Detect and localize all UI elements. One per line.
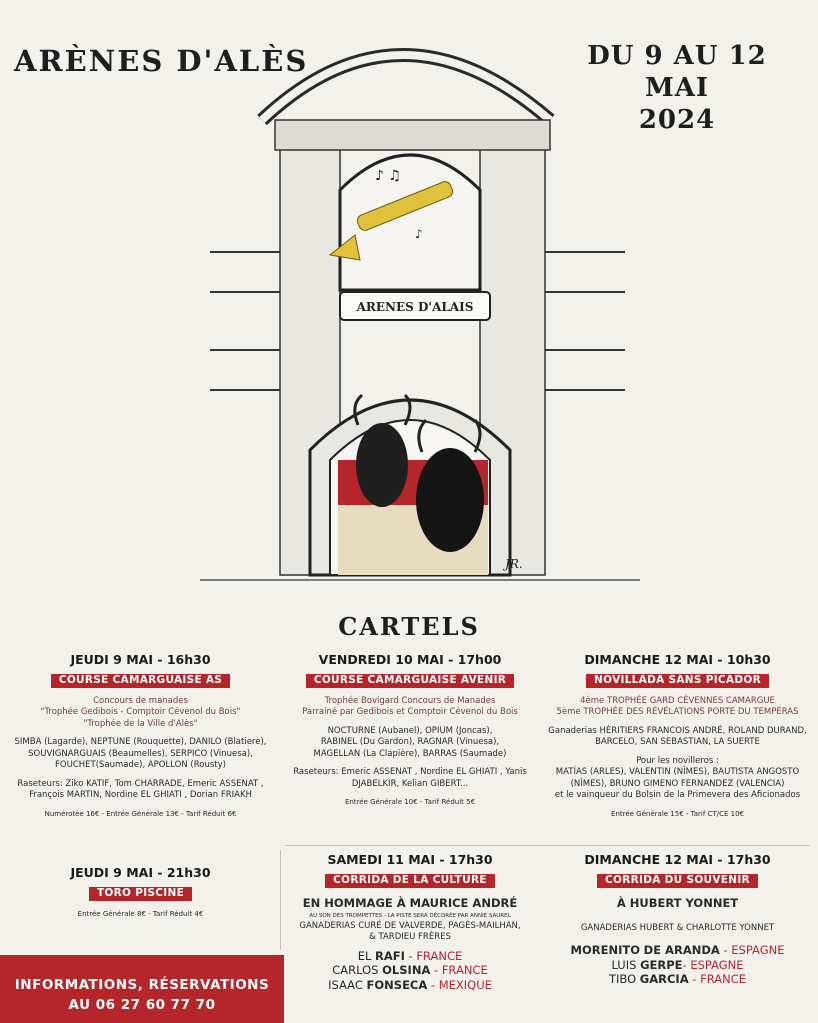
event-dimanche-novillada [545,652,810,820]
event-jeudi-toro-piscine [8,865,273,920]
arena-sign-text: ARENES D'ALAIS [356,300,474,314]
event-date: VENDREDI 10 MAI - 17h00 [318,652,502,667]
dates-line-1: DU 9 AU 12 MAI [587,41,767,103]
event-subtitle: "Trophée de la Ville d'Alès" [83,718,198,729]
event-subtitle: 4ème TROPHÉE GARD CÉVENNES CAMARGUE [580,695,775,706]
event-badge: COURSE CAMARGUAISE AVENIR [306,674,514,688]
raseteurs-line: Raseteurs: Ziko KATIF, Tom CHARRADE, Emeric ASSENAT , [17,778,264,789]
raseteurs-line: DJABELKIR, Kelian GIBERT... [351,778,469,789]
bulls-line: SOUVIGNARGUAIS (Beaumelles), SERPICO (Vinuesa), [28,748,253,759]
torero-line: TIBO GARCIA - FRANCE [608,972,746,986]
info-phone[interactable]: AU 06 27 60 77 70 [68,997,216,1013]
event-badge: CORRIDA DE LA CULTURE [325,874,495,888]
event-prices: Entrée Générale 8€ - Tarif Réduit 4€ [77,909,204,918]
torero-line: MORENITO DE ARANDA - ESPAGNE [570,943,785,957]
event-prices: Entrée Générale 10€ - Tarif Réduit 5€ [344,798,476,806]
ganaderias-line: BARCELO, SAN SEBASTIAN, LA SUERTE [595,737,760,747]
torero-line: CARLOS OLSINA - FRANCE [332,963,488,977]
raseteurs-line: Raseteurs: Emeric ASSENAT , Nordine EL GHIATI , Yanis [293,767,527,777]
ganaderias-line: GANADERIAS CURÉ DE VALVERDE, PAGÈS-MAILHAN, [299,920,521,931]
event-subtitle: 5ème TROPHÉE DES RÉVÉLATIONS PORTE DU TEMPÉRAS [556,707,799,717]
section-title: CARTELS [338,612,480,641]
bulls-line: SIMBA (Lagarde), NEPTUNE (Rouquette), DANILO (Blatiere), [14,737,267,747]
bulls-line: NOCTURNE (Aubanel), OPIUM (Joncas), [327,725,493,736]
torero-line: ISAAC FONSECA - MEXIQUE [328,977,492,992]
event-date: DIMANCHE 12 MAI - 10h30 [584,652,771,667]
dates-line-2: 2024 [638,105,716,135]
event-tribute: À HUBERT YONNET [616,895,739,910]
event-subtitle: Parrainé par Gedibois et Comptoir Cévenol du Bois [302,707,518,717]
event-badge: CORRIDA DU SOUVENIR [597,874,758,888]
venue-title: ARÈNES D'ALÈS [14,44,309,78]
artist-signature: JR. [505,557,523,571]
bulls-line: MAGELLAN (La Clapière), BARRAS (Saumade) [313,748,507,759]
event-jeudi-as [8,652,273,820]
ganaderias-line: & TARDIEU FRÈRES [369,932,451,942]
novilleros-line: et le vainqueur du Bolsin de la Primevera des Aficionados [554,790,801,800]
event-date: DIMANCHE 12 MAI - 17h30 [584,852,771,867]
event-badge: TORO PISCINE [89,887,192,901]
event-prices: Numérotée 16€ - Entrée Générale 13€ - Tarif Réduit 6€ [44,809,237,818]
raseteurs-line: François MARTIN, Nordine EL GHIATI , Dorian FRIAKH [29,790,252,800]
event-dimanche-corrida [545,852,810,987]
event-date: JEUDI 9 MAI - 21h30 [70,865,211,880]
event-badge: NOVILLADA SANS PICADOR [586,674,769,688]
novilleros-line: Pour les novilleros : [636,755,719,766]
torero-line: LUIS GERPE- ESPAGNE [611,957,744,972]
event-tribute-note: AU SON DES TROMPETTES - LA PISTE SERA DÉCORÉE PAR ANNIE SAUREL [309,912,511,919]
event-date: SAMEDI 11 MAI - 17h30 [327,852,493,867]
event-samedi-corrida [285,852,535,992]
event-subtitle: Trophée Bovigard Concours de Manades [324,695,496,706]
event-badge: COURSE CAMARGUAISE AS [51,674,230,688]
novilleros-line: (NÎMES), BRUNO GIMENO FERNANDEZ (VALENCIA) [570,778,785,789]
event-subtitle: "Trophée Gedibois - Comptoir Cévenol du Bois" [40,707,241,717]
event-vendredi-avenir [285,652,535,809]
info-reservation-banner [0,955,284,1023]
svg-text:♪: ♪ [415,227,423,241]
divider [285,845,810,846]
bulls-line: RABINEL (Du Gardon), RAGNAR (Vinuesa), [320,737,500,747]
divider [280,850,281,950]
torero-line: EL RAFI - FRANCE [357,948,463,963]
ganaderias-line: Ganaderias HÉRITIERS FRANCOIS ANDRÉ, ROLAND DURAND, [548,725,807,736]
event-prices: Entrée Générale 15€ - Tarif CT/CE 10€ [611,809,744,818]
arena-gate-illustration [200,20,640,610]
novilleros-line: MATÍAS (ARLES), VALENTIN (NÎMES), BAUTISTA ANGOSTO [555,767,800,777]
bulls-line: FOUCHET(Saumade), APOLLON (Rousty) [55,760,226,770]
info-line-1: INFORMATIONS, RÉSERVATIONS [14,977,270,993]
event-tribute: EN HOMMAGE À MAURICE ANDRÉ [302,895,518,910]
svg-text:♪ ♫: ♪ ♫ [375,168,401,184]
event-subtitle: Concours de manades [93,695,188,706]
event-date: JEUDI 9 MAI - 16h30 [70,652,211,667]
ganaderias-line: GANADERIAS HUBERT & CHARLOTTE YONNET [580,922,775,933]
